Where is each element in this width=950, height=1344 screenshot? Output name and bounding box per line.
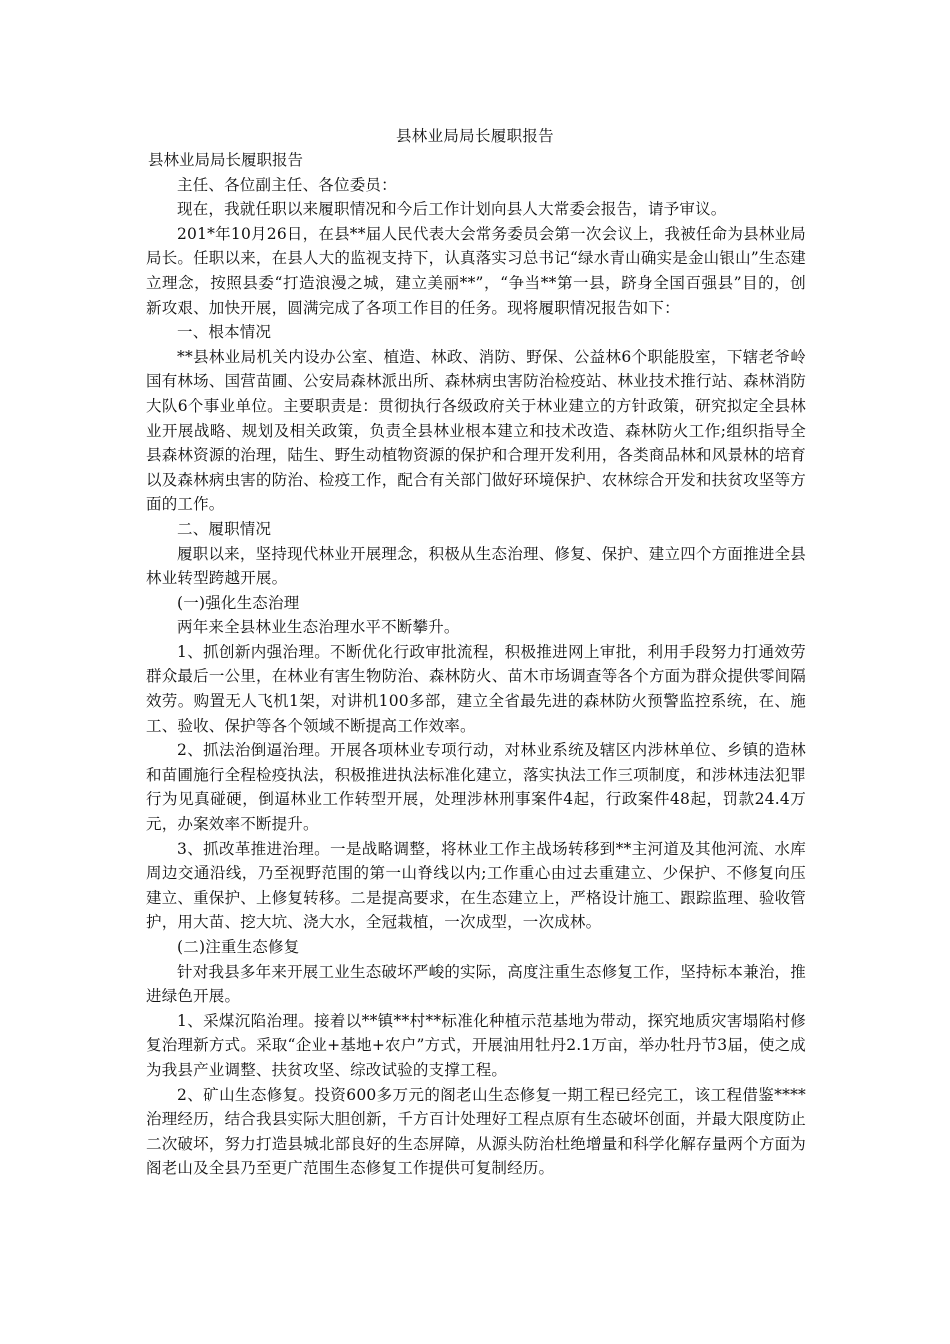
appointment-paragraph: 201*年10月26日，在县**届人民代表大会常务委员会第一次会议上，我被任命为县林业局局长。任职以来，在县人大的监视支持下，认真落实习总书记“绿水青山确实是金山银山”生态建立理念，按照县委“打造浪漫之城，建立美丽**”，“争当**第一县，跻身全国百强县”目的，创新攻艰、加快开展，圆满完成了各项工作目的任务。现将履职情况报告如下： (146, 224, 806, 317)
section-heading: 二、履职情况 (177, 519, 272, 538)
intro-paragraph: 现在，我就任职以来履职情况和今后工作计划向县人大常委会报告，请予审议。 (177, 200, 727, 219)
document-subtitle: 县林业局局长履职报告 (148, 151, 304, 169)
document-body (146, 148, 806, 1181)
reform-paragraph: 3、抓改革推进治理。一是战略调整，将林业工作主战场转移到**主河道及其他河流、水库周边交通沿线，乃至视野范围的第一山脊线以内;工作重心由过去重建立、少保护、不修复向压建立、重保护、上修复转移。二是提高要求，在生态建立上，严格设计施工、跟踪监理、验收管护，用大苗、挖大坑、浇大水，全冠栽植，一次成型，一次成林。 (146, 839, 806, 932)
governance-summary-paragraph: 两年来全县林业生态治理水平不断攀升。 (177, 618, 460, 637)
subsidence-paragraph: 1、采煤沉陷治理。接着以**镇**村**标准化种植示范基地为带动，探究地质灾害塌陷村修复治理新方式。采取“企业+基地+农户”方式，开展油用牡丹2.1万亩，举办牡丹节3届，使之成为我县产业调整、扶贫攻坚、综改试验的支撑工程。 (146, 1011, 806, 1079)
document-title: 县林业局局长履职报告 (395, 127, 554, 145)
duties-intro-paragraph: 履职以来，坚持现代林业开展理念，积极从生态治理、修复、保护、建立四个方面推进全县林业转型跨越开展。 (146, 544, 806, 588)
subsection-heading: (一)强化生态治理 (177, 593, 300, 612)
salutation: 主任、各位副主任、各位委员： (177, 175, 397, 194)
subsection-heading: (二)注重生态修复 (177, 938, 300, 956)
mine-restoration-paragraph: 2、矿山生态修复。投资600多万元的阁老山生态修复一期工程已经完工，该工程借鉴****治理经历，结合我县实际大胆创新，千方百计处理好工程点原有生态破坏创面，并最大限度防止二次破坏，努力打造县城北部良好的生态屏障，从源头防治杜绝增量和科学化解存量两个方面为阁老山及全县乃至更广范围生态修复工作提供可复制经历。 (146, 1085, 806, 1178)
section-heading: 一、根本情况 (177, 323, 272, 342)
rule-of-law-paragraph: 2、抓法治倒逼治理。开展各项林业专项行动，对林业系统及辖区内涉林单位、乡镇的造林和苗圃施行全程检疫执法，积极推进执法标准化建立，落实执法工作三项制度，和涉林违法犯罪行为见真碰硬，倒逼林业工作转型开展，处理涉林刑事案件4起，行政案件48起，罚款24.4万元，办案效率不断提升。 (146, 741, 806, 834)
restoration-intro-paragraph: 针对我县多年来开展工业生态破坏严峻的实际，高度注重生态修复工作，坚持标本兼治，推进绿色开展。 (146, 962, 806, 1006)
innovation-paragraph: 1、抓创新内强治理。不断优化行政审批流程，积极推进网上审批，利用手段努力打通效劳群众最后一公里，在林业有害生物防治、森林防火、苗木市场调查等各个方面为群众提供零间隔效劳。购置无人飞机1架，对讲机100多部，建立全省最先进的森林防火预警监控系统，在、施工、验收、保护等各个领域不断提高工作效率。 (146, 642, 806, 735)
basic-info-paragraph: **县林业局机关内设办公室、植造、林政、消防、野保、公益林6个职能股室，下辖老爷岭国有林场、国营苗圃、公安局森林派出所、森林病虫害防治检疫站、林业技术推行站、森林消防大队6个事业单位。主要职责是：贯彻执行各级政府关于林业建立的方针政策，研究拟定全县林业开展战略、规划及相关政策，负责全县林业根本建立和技术改造、森林防火工作;组织指导全县森林资源的治理，陆生、野生动植物资源的保护和合理开发利用，各类商品林和风景林的培育以及森林病虫害的防治、检疫工作，配合有关部门做好环境保护、农林综合开发和扶贫攻坚等方面的工作。 (146, 347, 806, 514)
